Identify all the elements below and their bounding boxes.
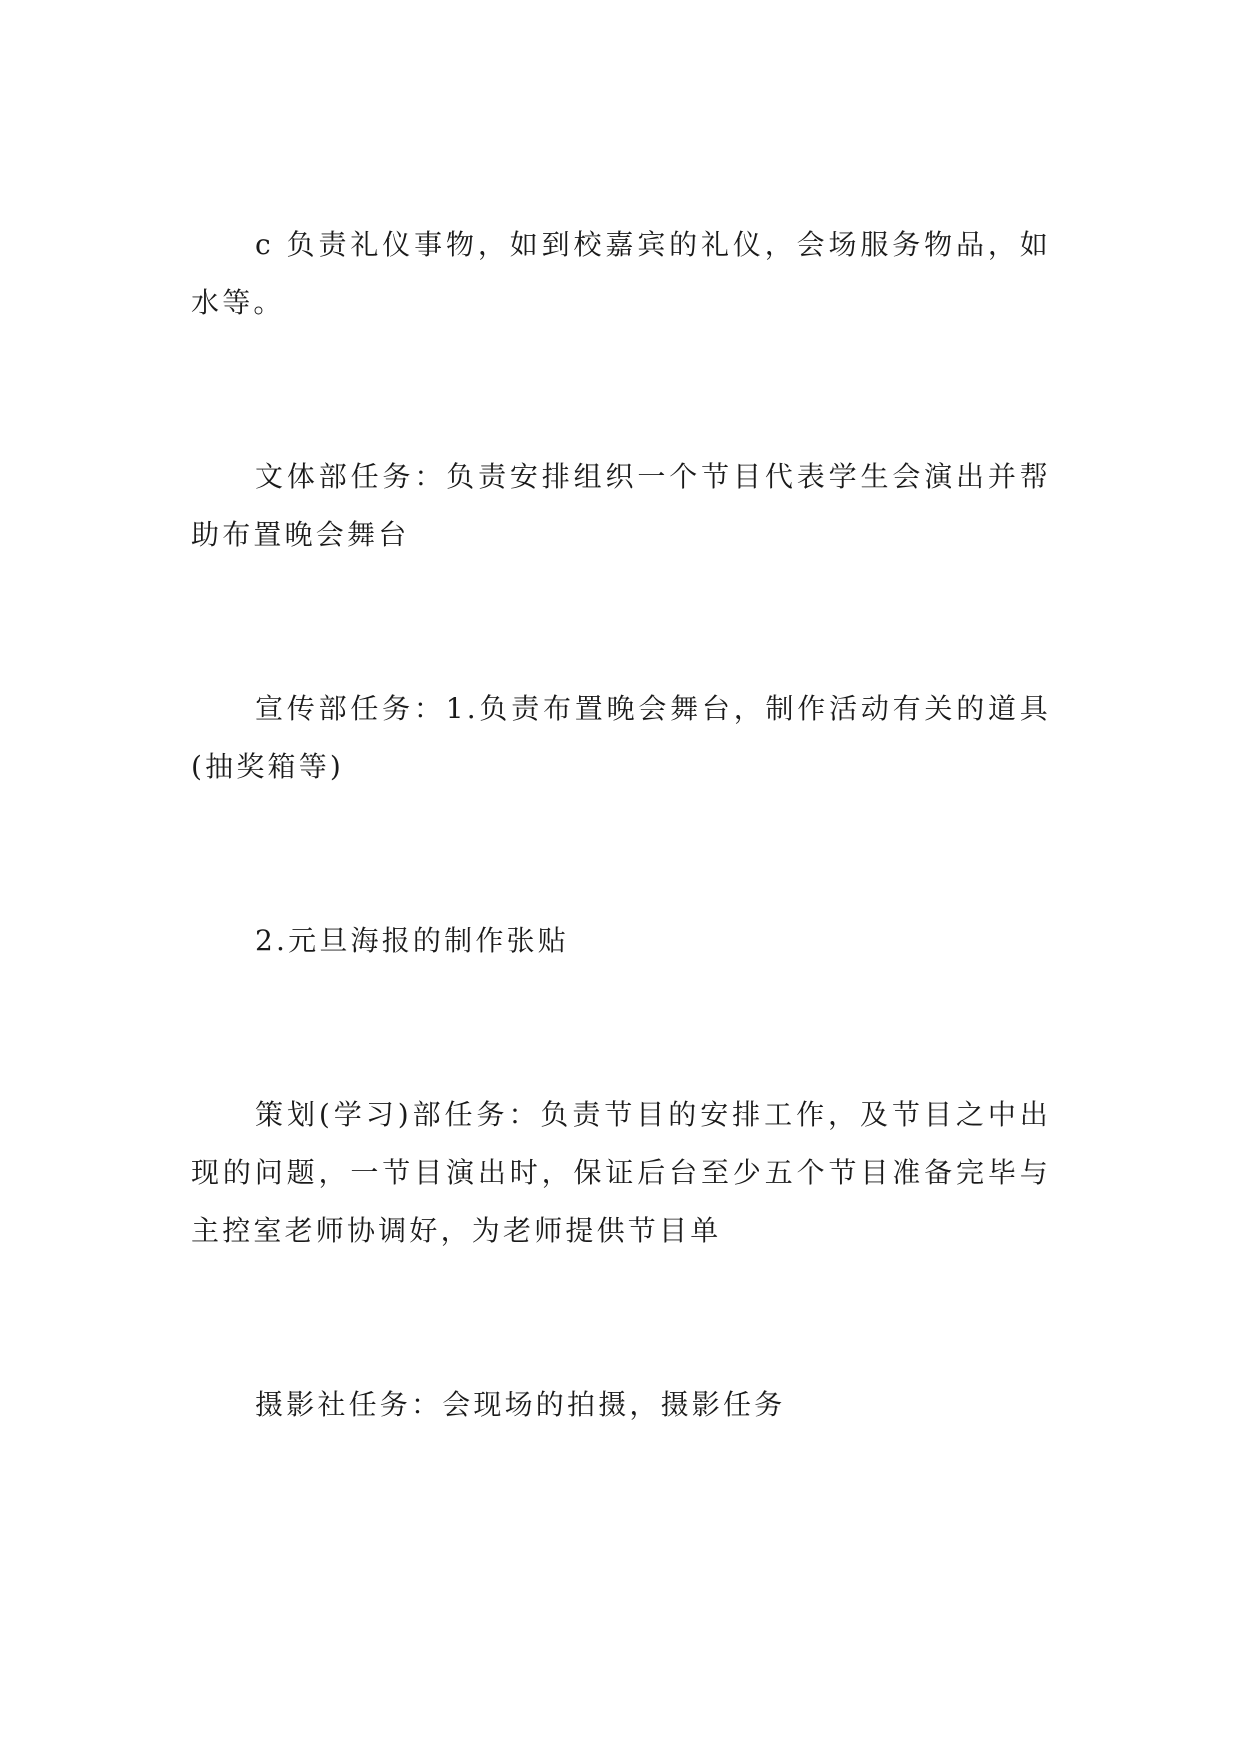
paragraph-publicity-dept: 宣传部任务：1.负责布置晚会舞台，制作活动有关的道具(抽奖箱等) bbox=[191, 692, 1051, 783]
paragraph-planning-dept: 策划(学习)部任务：负责节目的安排工作，及节目之中出现的问题，一节目演出时，保证后台至少五个节目准备完毕与主控室老师协调好，为老师提供节目单 bbox=[191, 1098, 1051, 1247]
paragraph-poster-task: 2.元旦海报的制作张贴 bbox=[255, 924, 569, 957]
paragraph-etiquette-duties: c 负责礼仪事物，如到校嘉宾的礼仪，会场服务物品，如水等。 bbox=[191, 228, 1051, 319]
paragraph-photography-club: 摄影社任务：会现场的拍摄，摄影任务 bbox=[255, 1388, 786, 1421]
paragraph-arts-sports-dept: 文体部任务：负责安排组织一个节目代表学生会演出并帮助布置晚会舞台 bbox=[191, 460, 1051, 551]
